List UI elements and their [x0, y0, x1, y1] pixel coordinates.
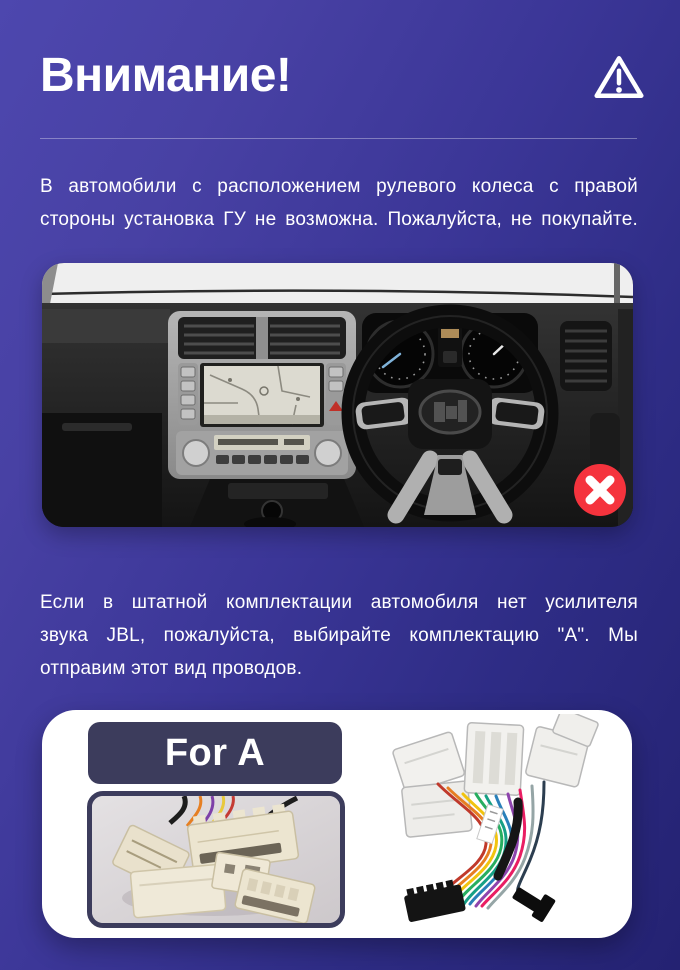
paragraph-line: отправим этот вид проводов. — [40, 658, 303, 679]
jbl-note-paragraph — [40, 586, 638, 685]
rhd-warning-paragraph — [40, 170, 638, 236]
page-title: Внимание! — [40, 49, 292, 102]
kit-card — [42, 710, 632, 938]
paragraph-line: звука JBL, пожалуйста, выбирайте комплектацию "А". Мы — [40, 625, 638, 646]
car-dashboard-illustration — [42, 263, 633, 527]
car-interior-photo — [42, 263, 633, 527]
harness-illustration — [368, 714, 624, 932]
warning-triangle-icon — [592, 52, 646, 102]
for-a-badge — [88, 722, 342, 784]
connector-photo — [87, 791, 345, 928]
paragraph-line: стороны установка ГУ не возможна. Пожалуйста, не покупайте. — [40, 209, 638, 230]
for-a-label: For A — [164, 731, 266, 774]
x-circle-icon — [574, 464, 626, 516]
paragraph-line: В автомобили с расположением рулевого колеса с правой — [40, 176, 638, 197]
connector-illustration — [92, 796, 340, 923]
paragraph-line: Если в штатной комплектации автомобиля нет усилителя — [40, 592, 638, 613]
divider — [40, 138, 637, 139]
